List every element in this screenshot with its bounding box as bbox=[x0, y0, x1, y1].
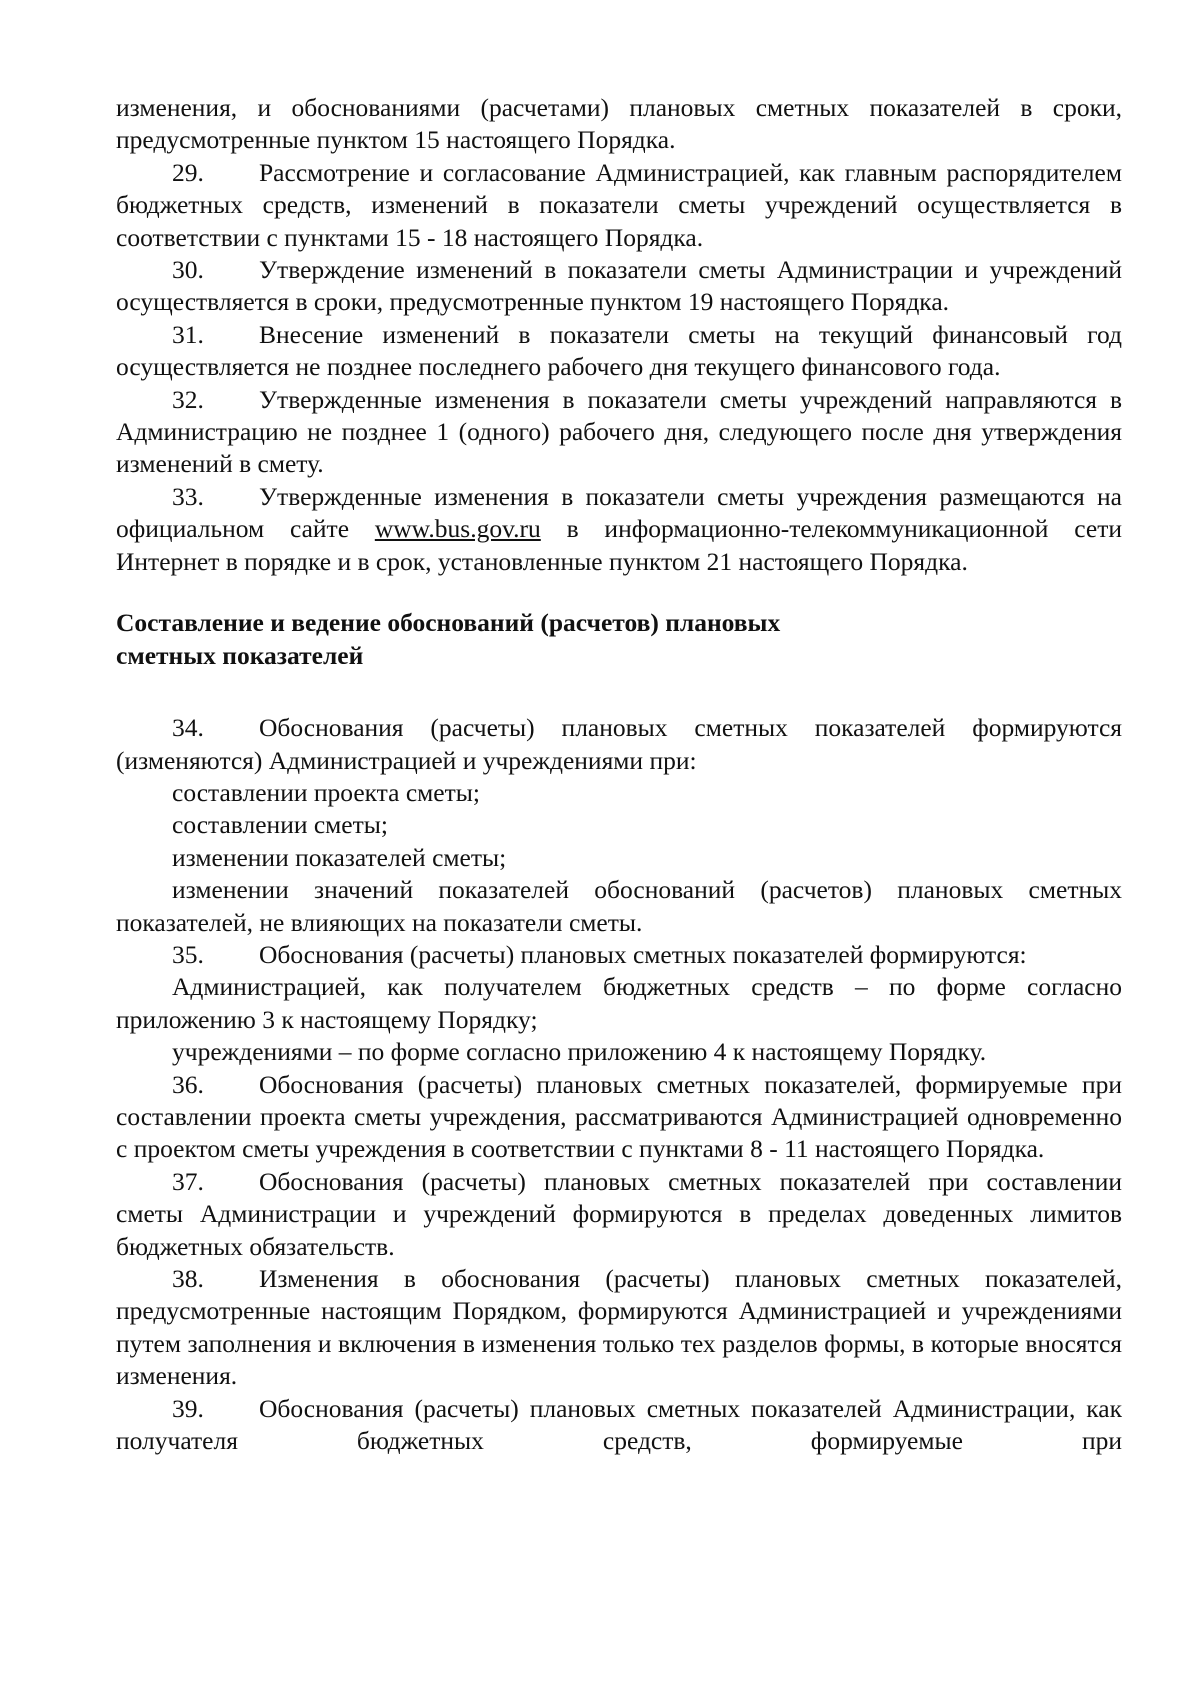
clause-number: 36. bbox=[172, 1069, 204, 1099]
list-item: учреждениями – по форме согласно приложению 4 к настоящему Порядку. bbox=[172, 1037, 987, 1067]
spacer bbox=[116, 672, 1122, 712]
clause-32 bbox=[116, 384, 1122, 481]
clause-text: Утвержденные изменения в показатели сметы учреждений направляются в Администрацию не позднее 1 (одного) рабочего дня, следующего после дня утверждения изменений в смету. bbox=[116, 384, 1122, 479]
section-heading-line-2: сметных показателей bbox=[116, 641, 364, 671]
clause-text: Обоснования (расчеты) плановых сметных показателей Администрации, как получателя бюджетных средств, формируемые при bbox=[116, 1393, 1122, 1456]
clause-text: Обоснования (расчеты) плановых сметных показателей при составлении сметы Администрации и учреждений формируются в пределах доведенных лимитов бюджетных обязательств. bbox=[116, 1166, 1122, 1261]
clause-text: Изменения в обоснования (расчеты) плановых сметных показателей, предусмотренные настоящим Порядком, формируются Администрацией и учреждениями путем заполнения и включения в изменения только тех разделов формы, в которые вносятся изменения. bbox=[116, 1264, 1122, 1391]
clause-38 bbox=[116, 1263, 1122, 1393]
list-item: изменении показателей сметы; bbox=[172, 842, 507, 872]
clause-text-continued: в информационно-телекоммуникационной сети Интернет в порядке и в срок, установленные пунктом 21 настоящего Порядка. bbox=[116, 514, 1122, 576]
clause-text: Утвержденные изменения в показатели сметы учреждения размещаются на официальном сайте bbox=[116, 481, 1122, 544]
continuation-paragraph: изменения, и обоснованиями (расчетами) плановых сметных показателей в сроки, предусмотренные пунктом 15 настоящего Порядка. bbox=[116, 93, 1122, 155]
clause-number: 39. bbox=[172, 1393, 204, 1423]
clause-37 bbox=[116, 1166, 1122, 1263]
clause-number: 33. bbox=[172, 481, 204, 511]
list-item: составлении сметы; bbox=[172, 810, 388, 840]
clause-36 bbox=[116, 1069, 1122, 1166]
clause-number: 37. bbox=[172, 1166, 204, 1196]
website-link[interactable]: www.bus.gov.ru bbox=[374, 514, 541, 544]
clause-text: Обоснования (расчеты) плановых сметных показателей формируются (изменяются) Администрацией и учреждениями при: bbox=[116, 713, 1122, 775]
clause-number: 38. bbox=[172, 1264, 204, 1293]
clause-text: Обоснования (расчеты) плановых сметных показателей формируются: bbox=[259, 939, 1027, 969]
clause-number: 31. bbox=[172, 319, 204, 349]
clause-number: 30. bbox=[172, 255, 204, 285]
clause-text: Внесение изменений в показатели сметы на текущий финансовый год осуществляется не позднее последнего рабочего дня текущего финансового года. bbox=[116, 319, 1122, 382]
clause-text: Утверждение изменений в показатели сметы Администрации и учреждений осуществляется в сроки, предусмотренные пунктом 19 настоящего Порядка. bbox=[116, 255, 1122, 317]
clause-30 bbox=[116, 254, 1122, 319]
list-item: Администрацией, как получателем бюджетных средств – по форме согласно приложению 3 к настоящему Порядку; bbox=[116, 972, 1122, 1034]
clause-text: Обоснования (расчеты) плановых сметных показателей, формируемые при составлении проекта сметы учреждения, рассматриваются Администрацией одновременно с проектом сметы учреждения в соответствии с пунктами 8 - 11 настоящего Порядка. bbox=[116, 1069, 1122, 1164]
clause-number: 29. bbox=[172, 157, 204, 187]
clause-31 bbox=[116, 319, 1122, 384]
clause-number: 35. bbox=[172, 939, 204, 969]
clause-39 bbox=[116, 1393, 1122, 1458]
clause-number: 32. bbox=[172, 384, 204, 414]
clause-35 bbox=[116, 939, 1122, 971]
clause-34 bbox=[116, 712, 1122, 777]
document-page bbox=[116, 92, 1122, 1457]
clause-29 bbox=[116, 157, 1122, 254]
clause-number: 34. bbox=[172, 713, 204, 743]
list-item: изменении значений показателей обоснований (расчетов) плановых сметных показателей, не влияющих на показатели сметы. bbox=[116, 875, 1122, 937]
section-heading-line-1: Составление и ведение обоснований (расчетов) плановых bbox=[116, 608, 781, 638]
list-item: составлении проекта сметы; bbox=[172, 777, 480, 807]
spacer bbox=[116, 578, 1122, 606]
clause-text: Рассмотрение и согласование Администрацией, как главным распорядителем бюджетных средств, изменений в показатели сметы учреждений осуществляется в соответствии с пунктами 15 - 18 настоящего Порядка. bbox=[116, 157, 1122, 252]
clause-33 bbox=[116, 481, 1122, 578]
